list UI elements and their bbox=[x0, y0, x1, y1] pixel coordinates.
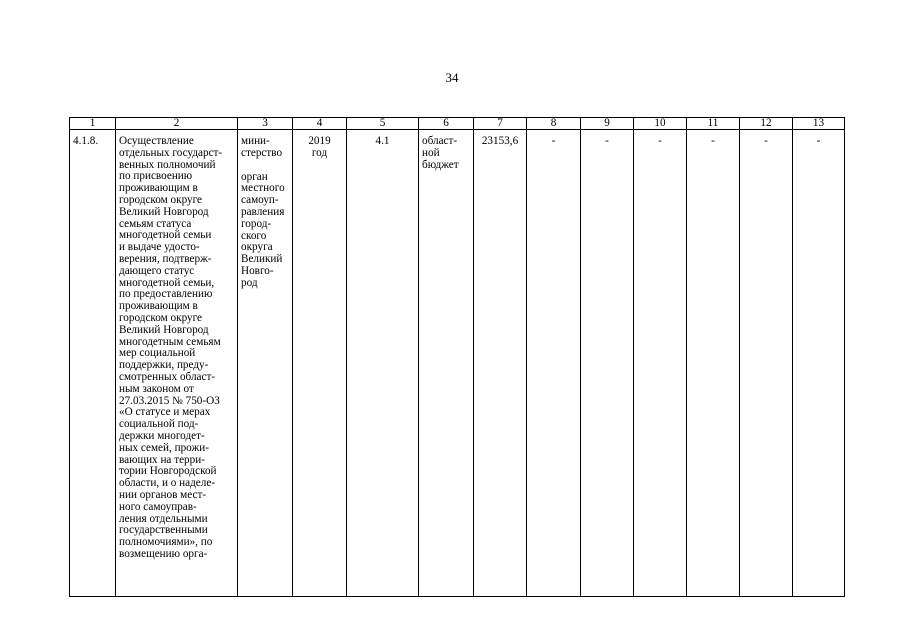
header-cell: 9 bbox=[581, 118, 634, 130]
text-line: дающего статус bbox=[119, 264, 195, 277]
text-line: социальной под- bbox=[119, 418, 199, 431]
text-line: и выдаче удосто- bbox=[119, 241, 200, 254]
header-cell: 13 bbox=[793, 118, 845, 130]
header-cell: 3 bbox=[238, 118, 293, 130]
executor-ministry bbox=[241, 136, 289, 160]
text-line: полномочиями», по bbox=[119, 536, 213, 549]
funding-source-cell bbox=[419, 130, 474, 597]
text-line: области, и о наделе- bbox=[119, 477, 216, 490]
table-row bbox=[70, 130, 845, 597]
text-line: ления отдельными bbox=[119, 512, 208, 525]
text-line: семьям статуса bbox=[119, 217, 192, 230]
description-lines bbox=[119, 136, 234, 561]
amount-cell: - bbox=[634, 130, 687, 597]
text-line: проживающим в bbox=[119, 300, 198, 313]
text-line: Великий Новгород bbox=[119, 205, 209, 218]
text-line: област- bbox=[422, 135, 458, 147]
text-line: самоуп- bbox=[241, 194, 279, 207]
text-line: городском округе bbox=[119, 193, 203, 206]
text-line: государственными bbox=[119, 524, 208, 537]
text-line: 2019 bbox=[308, 135, 331, 147]
text-line: многодетной семьи bbox=[119, 229, 212, 242]
text-line: ной bbox=[422, 146, 440, 159]
text-line: ного самоуправ- bbox=[119, 500, 197, 513]
text-line: многодетной семьи, bbox=[119, 276, 215, 289]
period-cell bbox=[293, 130, 347, 597]
header-cell: 1 bbox=[70, 118, 116, 130]
header-cell: 7 bbox=[474, 118, 527, 130]
text-line: Новго- bbox=[241, 264, 274, 277]
header-cell: 10 bbox=[634, 118, 687, 130]
header-cell: 5 bbox=[347, 118, 419, 130]
text-line: бюджет bbox=[422, 158, 459, 171]
header-cell: 12 bbox=[740, 118, 793, 130]
text-line: смотренных област- bbox=[119, 370, 216, 383]
text-line: ных семей, прожи- bbox=[119, 441, 209, 454]
text-line: равления bbox=[241, 205, 285, 218]
text-line: род bbox=[241, 276, 258, 289]
text-line: тории Новгородской bbox=[119, 465, 217, 478]
header-cell: 4 bbox=[293, 118, 347, 130]
target-indicator-cell: 4.1 bbox=[347, 130, 419, 597]
text-line: мер социальной bbox=[119, 347, 196, 360]
text-line: городском округе bbox=[119, 311, 203, 324]
text-line: местного bbox=[241, 182, 285, 195]
amount-cell: - bbox=[740, 130, 793, 597]
text-line: возмещению орга- bbox=[119, 547, 208, 560]
amount-cell: 23153,6 bbox=[474, 130, 527, 597]
text-line: «О статусе и мерах bbox=[119, 406, 211, 419]
executor-cell bbox=[238, 130, 293, 597]
header-cell: 2 bbox=[116, 118, 238, 130]
header-cell: 11 bbox=[687, 118, 740, 130]
page-number: 34 bbox=[445, 70, 459, 85]
measure-description bbox=[116, 130, 238, 597]
text-line: Осуществление bbox=[119, 135, 194, 147]
text-line: нии органов мест- bbox=[119, 488, 207, 501]
period-lines bbox=[296, 136, 343, 160]
text-line: по предоставлению bbox=[119, 288, 213, 301]
text-line: ского bbox=[241, 229, 267, 242]
header-cell: 6 bbox=[419, 118, 474, 130]
program-table bbox=[69, 117, 845, 597]
amount-cell: - bbox=[793, 130, 845, 597]
text-line: мини- bbox=[241, 135, 270, 147]
text-line: проживающим в bbox=[119, 182, 198, 195]
text-line: отдельных государст- bbox=[119, 146, 223, 159]
text-line: 27.03.2015 № 750-ОЗ bbox=[119, 394, 220, 407]
text-line: год bbox=[311, 146, 328, 159]
text-line: верения, подтверж- bbox=[119, 252, 212, 265]
text-line: многодетным семьям bbox=[119, 335, 221, 348]
amount-cell: - bbox=[581, 130, 634, 597]
header-cell: 8 bbox=[527, 118, 581, 130]
text-line: ным законом от bbox=[119, 382, 194, 395]
text-line: вающих на терри- bbox=[119, 453, 205, 466]
text-line: по присвоению bbox=[119, 170, 193, 183]
text-line: держки многодет- bbox=[119, 429, 205, 442]
text-line: поддержки, преду- bbox=[119, 359, 209, 372]
executor-local-authority bbox=[241, 172, 289, 290]
text-line: город- bbox=[241, 217, 272, 230]
text-line: венных полномочий bbox=[119, 158, 216, 171]
amount-cell: - bbox=[527, 130, 581, 597]
header-row bbox=[70, 118, 845, 130]
text-line: Великий Новгород bbox=[119, 323, 209, 336]
text-line: округа bbox=[241, 241, 273, 254]
text-line: Великий bbox=[241, 253, 283, 266]
funding-source-lines bbox=[422, 136, 470, 171]
text-line: стерство bbox=[241, 146, 283, 159]
item-number: 4.1.8. bbox=[70, 130, 116, 597]
text-line: орган bbox=[241, 170, 268, 183]
amount-cell: - bbox=[687, 130, 740, 597]
